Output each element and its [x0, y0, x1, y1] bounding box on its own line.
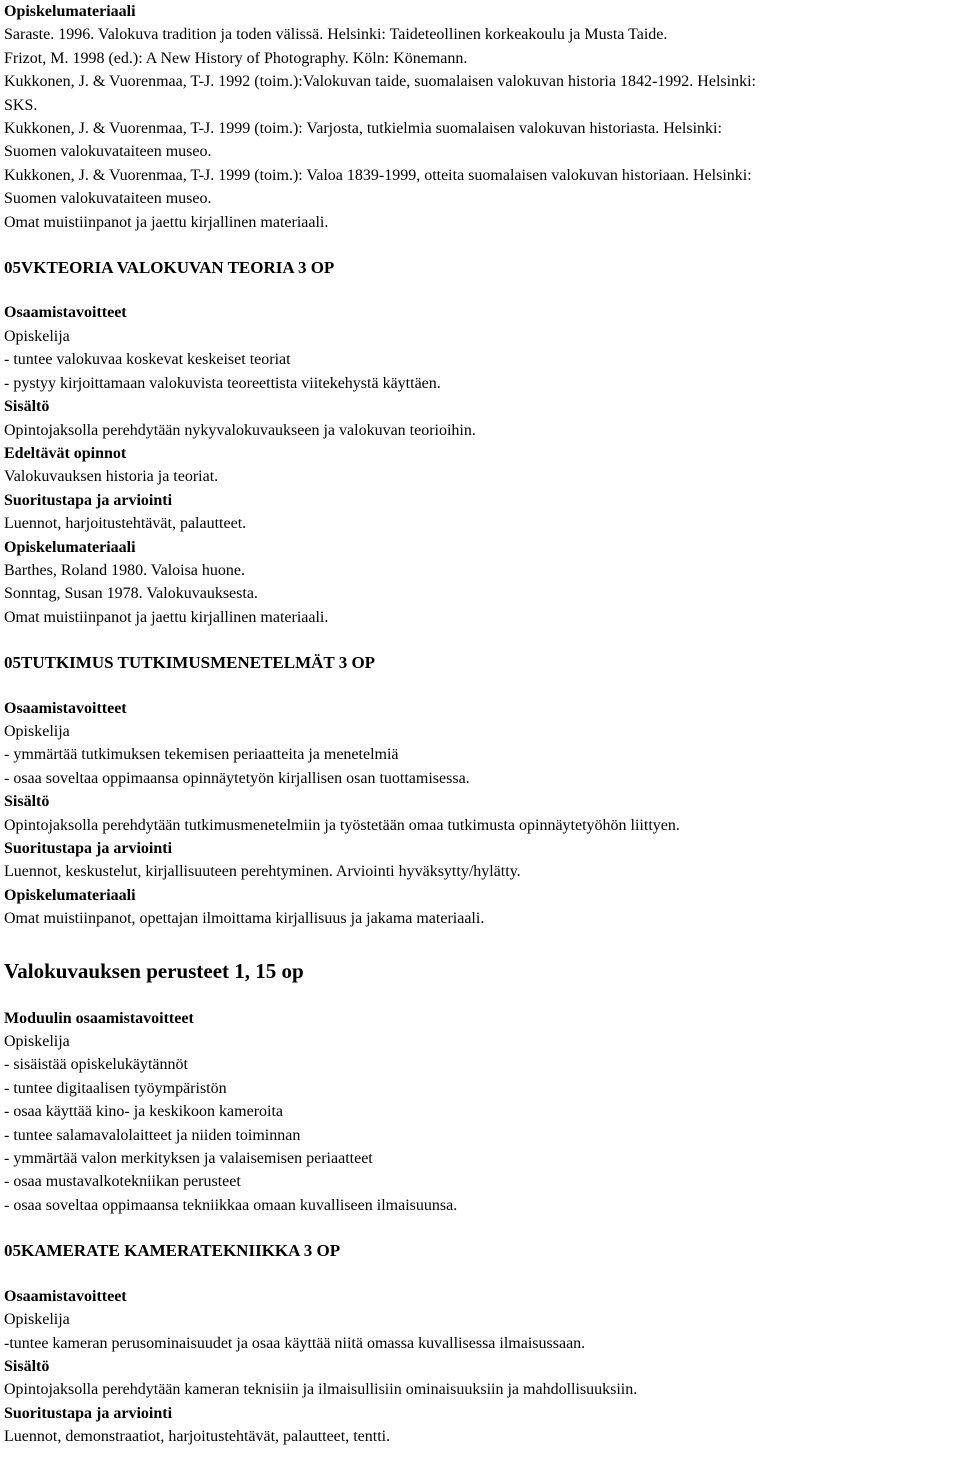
- outcomes-heading: Osaamistavoitteet: [4, 1287, 127, 1305]
- student-label: Opiskelija: [4, 1311, 70, 1329]
- assessment-text: Luennot, demonstraatiot, harjoitustehtävät, palautteet, tentti.: [4, 1428, 391, 1446]
- course-tutkimus: [4, 651, 956, 930]
- prereq-heading: Edeltävät opinnot: [4, 444, 127, 462]
- content-text: Opintojaksolla perehdytään nykyvalokuvaukseen ja valokuvan teorioihin.: [4, 421, 476, 439]
- assessment-heading: Suoritustapa ja arviointi: [4, 840, 173, 857]
- outcome-item: -tuntee kameran perusominaisuudet ja osaa käyttää niitä omassa kuvallisessa ilmaisussaan.: [4, 1334, 586, 1352]
- outcomes-heading: Osaamistavoitteet: [4, 699, 127, 717]
- content-text: Opintojaksolla perehdytään kameran teknisiin ja ilmaisullisiin ominaisuuksiin ja mahdollisuuksiin.: [4, 1381, 638, 1399]
- outcome-item: - tuntee salamavalolaitteet ja niiden toiminnan: [4, 1126, 301, 1144]
- module-title: Valokuvauksen perusteet 1, 15 op: [4, 958, 304, 983]
- reference-line: Kukkonen, J. & Vuorenmaa, T-J. 1992 (toim.):Valokuvan taide, suomalaisen valokuvan historia 1842-1992. Helsinki:: [4, 73, 756, 91]
- top-materials-section: [4, 0, 956, 234]
- assessment-text: Luennot, keskustelut, kirjallisuuteen perehtyminen. Arviointi hyväksytty/hylätty.: [4, 863, 521, 881]
- material-item: Omat muistiinpanot ja jaettu kirjallinen materiaali.: [4, 608, 329, 626]
- module-outcomes-heading: Moduulin osaamistavoitteet: [4, 1009, 194, 1027]
- reference-line: Omat muistiinpanot ja jaettu kirjallinen materiaali.: [4, 213, 329, 231]
- material-item: Barthes, Roland 1980. Valoisa huone.: [4, 561, 246, 579]
- course-teoria: [4, 256, 956, 629]
- materials-heading: Opiskelumateriaali: [4, 886, 136, 904]
- outcome-item: - tuntee valokuvaa koskevat keskeiset teoriat: [4, 351, 291, 369]
- assessment-heading: Suoritustapa ja arviointi: [4, 491, 173, 509]
- content-text: Opintojaksolla perehdytään tutkimusmenetelmiin ja työstetään omaa tutkimusta opinnäytetyöhön liittyen.: [4, 816, 680, 834]
- materials-text: Omat muistiinpanot, opettajan ilmoittama kirjallisuus ja jakama materiaali.: [4, 910, 485, 928]
- outcome-item: - osaa mustavalkotekniikan perusteet: [4, 1173, 241, 1191]
- outcome-item: - pystyy kirjoittamaan valokuvista teoreettista viitekehystä käyttäen.: [4, 374, 441, 392]
- outcome-item: - ymmärtää tutkimuksen tekemisen periaatteita ja menetelmiä: [4, 746, 399, 764]
- content-heading: Sisältö: [4, 793, 50, 811]
- outcome-item: - osaa soveltaa oppimaansa tekniikkaa omaan kuvalliseen ilmaisuunsa.: [4, 1196, 458, 1214]
- reference-line: Suomen valokuvataiteen museo.: [4, 190, 212, 208]
- reference-line: Kukkonen, J. & Vuorenmaa, T-J. 1999 (toim.): Varjosta, tutkielmia suomalaisen valokuvan historiasta. Helsinki:: [4, 120, 722, 138]
- student-label: Opiskelija: [4, 1033, 70, 1051]
- prereq-text: Valokuvauksen historia ja teoriat.: [4, 468, 219, 486]
- reference-line: SKS.: [4, 96, 38, 114]
- materials-heading: Opiskelumateriaali: [4, 538, 136, 556]
- course-title: 05KAMERATE KAMERATEKNIIKKA 3 OP: [4, 1241, 341, 1261]
- outcome-item: - tuntee digitaalisen työympäristön: [4, 1079, 227, 1097]
- course-title: 05VKTEORIA VALOKUVAN TEORIA 3 OP: [4, 258, 335, 278]
- course-kamerate: [4, 1239, 956, 1448]
- outcome-item: - ymmärtää valon merkityksen ja valaisemisen periaatteet: [4, 1150, 373, 1168]
- content-heading: Sisältö: [4, 1357, 50, 1375]
- outcomes-heading: Osaamistavoitteet: [4, 304, 127, 322]
- course-title: 05TUTKIMUS TUTKIMUSMENETELMÄT 3 OP: [4, 653, 376, 673]
- materials-heading: Opiskelumateriaali: [4, 3, 136, 20]
- outcome-item: - osaa käyttää kino- ja keskikoon kameroita: [4, 1103, 284, 1121]
- document-page: [4, 0, 956, 1449]
- outcome-item: - sisäistää opiskelukäytännöt: [4, 1056, 188, 1074]
- reference-line: Frizot, M. 1998 (ed.): A New History of Photography. Köln: Könemann.: [4, 49, 468, 67]
- reference-line: Suomen valokuvataiteen museo.: [4, 143, 212, 161]
- student-label: Opiskelija: [4, 722, 70, 740]
- assessment-text: Luennot, harjoitustehtävät, palautteet.: [4, 515, 247, 533]
- student-label: Opiskelija: [4, 327, 70, 345]
- material-item: Sonntag, Susan 1978. Valokuvauksesta.: [4, 585, 258, 603]
- module-perusteet: [4, 957, 956, 1218]
- outcome-item: - osaa soveltaa oppimaansa opinnäytetyön kirjallisen osan tuottamisessa.: [4, 769, 470, 787]
- content-heading: Sisältö: [4, 398, 50, 416]
- reference-line: Saraste. 1996. Valokuva tradition ja toden välissä. Helsinki: Taideteollinen korkeakoulu ja Musta Taide.: [4, 26, 668, 44]
- reference-line: Kukkonen, J. & Vuorenmaa, T-J. 1999 (toim.): Valoa 1839-1999, otteita suomalaisen valokuvan historiaan. Helsinki:: [4, 166, 752, 184]
- assessment-heading: Suoritustapa ja arviointi: [4, 1404, 173, 1422]
